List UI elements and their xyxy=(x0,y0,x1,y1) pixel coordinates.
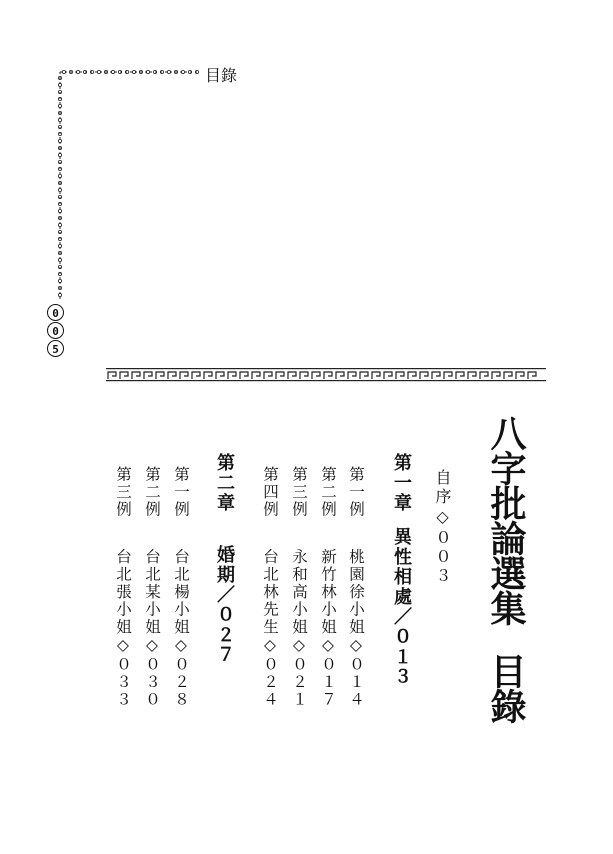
example-entry: 桃園徐小姐◇０１４ xyxy=(347,548,365,709)
title-suffix: 目錄 xyxy=(485,653,526,723)
example-number: 第二例 xyxy=(143,466,161,519)
example-entry: 台北張小姐◇０３３ xyxy=(114,548,132,709)
list-item xyxy=(288,466,310,709)
preface-entry: 自序◇００３ xyxy=(433,469,452,586)
example-number: 第二例 xyxy=(319,466,337,519)
title-text: 八字批論選集 xyxy=(485,415,526,625)
chapter-1-heading xyxy=(388,453,414,687)
example-entry: 台北林先生◇０２４ xyxy=(261,548,279,709)
example-number: 第一例 xyxy=(347,466,365,519)
example-entry: 台北楊小姐◇０２８ xyxy=(172,548,190,709)
list-item xyxy=(345,466,367,709)
page-number-digit: 0 xyxy=(47,304,64,321)
list-item xyxy=(141,466,163,709)
example-number: 第三例 xyxy=(114,466,132,519)
example-number: 第三例 xyxy=(290,466,308,519)
page-number-digit: 5 xyxy=(47,340,64,357)
example-entry: 永和高小姐◇０２１ xyxy=(290,548,308,709)
list-item xyxy=(259,466,281,709)
list-item xyxy=(170,466,192,709)
greek-key-divider xyxy=(106,366,546,384)
example-entry: 新竹林小姐◇０１７ xyxy=(319,548,337,709)
chapter-name: 婚期／０２７ xyxy=(214,545,235,665)
example-number: 第四例 xyxy=(261,466,279,519)
book-title xyxy=(480,415,531,723)
chapter-number: 第二章 xyxy=(214,453,235,513)
corner-ornament xyxy=(0,0,613,320)
list-item xyxy=(112,466,134,709)
page-number xyxy=(47,304,67,358)
example-entry: 台北某小姐◇０３０ xyxy=(143,548,161,709)
example-number: 第一例 xyxy=(172,466,190,519)
page-number-digit: 0 xyxy=(47,322,64,339)
list-item xyxy=(317,466,339,709)
chapter-2-heading xyxy=(211,453,237,665)
chapter-name: 異性相處／０１３ xyxy=(391,527,412,687)
chapter-number: 第一章 xyxy=(391,453,412,513)
running-header: 目錄 xyxy=(205,66,238,85)
